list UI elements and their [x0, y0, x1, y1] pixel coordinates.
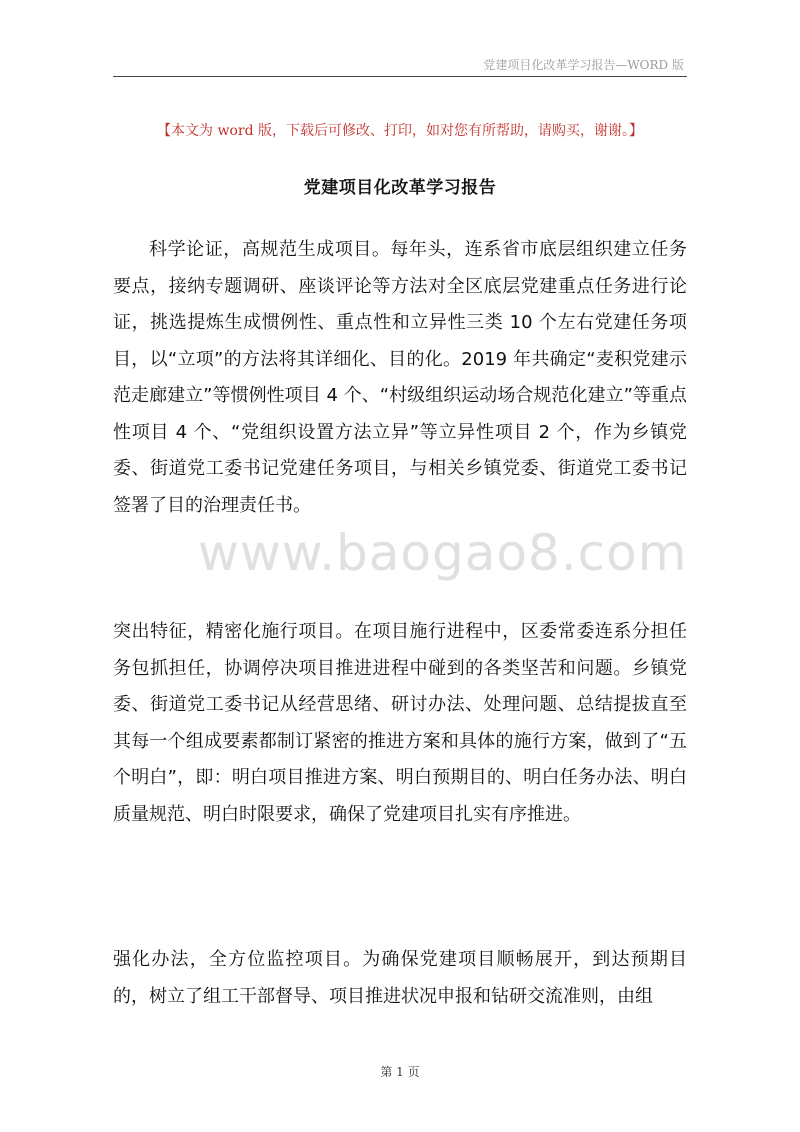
paragraph-2: 突出特征，精密化施行项目。在项目施行进程中，区委常委连系分担任务包抓担任，协调停决项目推进进程中碰到的各类坚苦和问题。乡镇党委、街道党工委书记从经营思绪、研讨办法、处理问题、总结提拔直至其每一个组成要素都制订紧密的推进方案和具体的施行方案，做到了“五个明白”，即：明白项目推进方案、明白预期目的、明白任务办法、明白质量规范、明白时限要求，确保了党建项目扎实有序推进。 [113, 621, 687, 825]
header-divider [113, 76, 687, 77]
purchase-notice: 【本文为 word 版，下载后可修改、打印，如对您有所帮助，请购买，谢谢。】 [157, 123, 643, 139]
watermark: www.baogao8.com [198, 524, 688, 582]
document-title: 党建项目化改革学习报告 [303, 178, 497, 198]
page-number: 第 1 页 [380, 1065, 420, 1079]
paragraph-3: 强化办法，全方位监控项目。为确保党建项目顺畅展开，到达预期目的，树立了组工干部督导、项目推进状况申报和钻研交流准则，由组 [113, 949, 687, 1007]
paragraph-1: 科学论证，高规范生成项目。每年头，连系省市底层组织建立任务要点，接纳专题调研、座谈评论等方法对全区底层党建重点任务进行论证，挑选提炼生成惯例性、重点性和立异性三类 10 个左右党建任务项目，以“立项”的方法将其详细化、目的化。2019 年共确定“麦积党建示范走廊建立”等惯例性项目 4 个、“村级组织运动场合规范化建立”等重点性项目 4 个、“党组织设置方法立异”等立异性项目 2 个，作为乡镇党委、街道党工委书记党建任务项目，与相关乡镇党委、街道党工委书记签署了目的治理责任书。 [113, 239, 687, 516]
running-header: 党建项目化改革学习报告—WORD 版 [483, 58, 684, 72]
